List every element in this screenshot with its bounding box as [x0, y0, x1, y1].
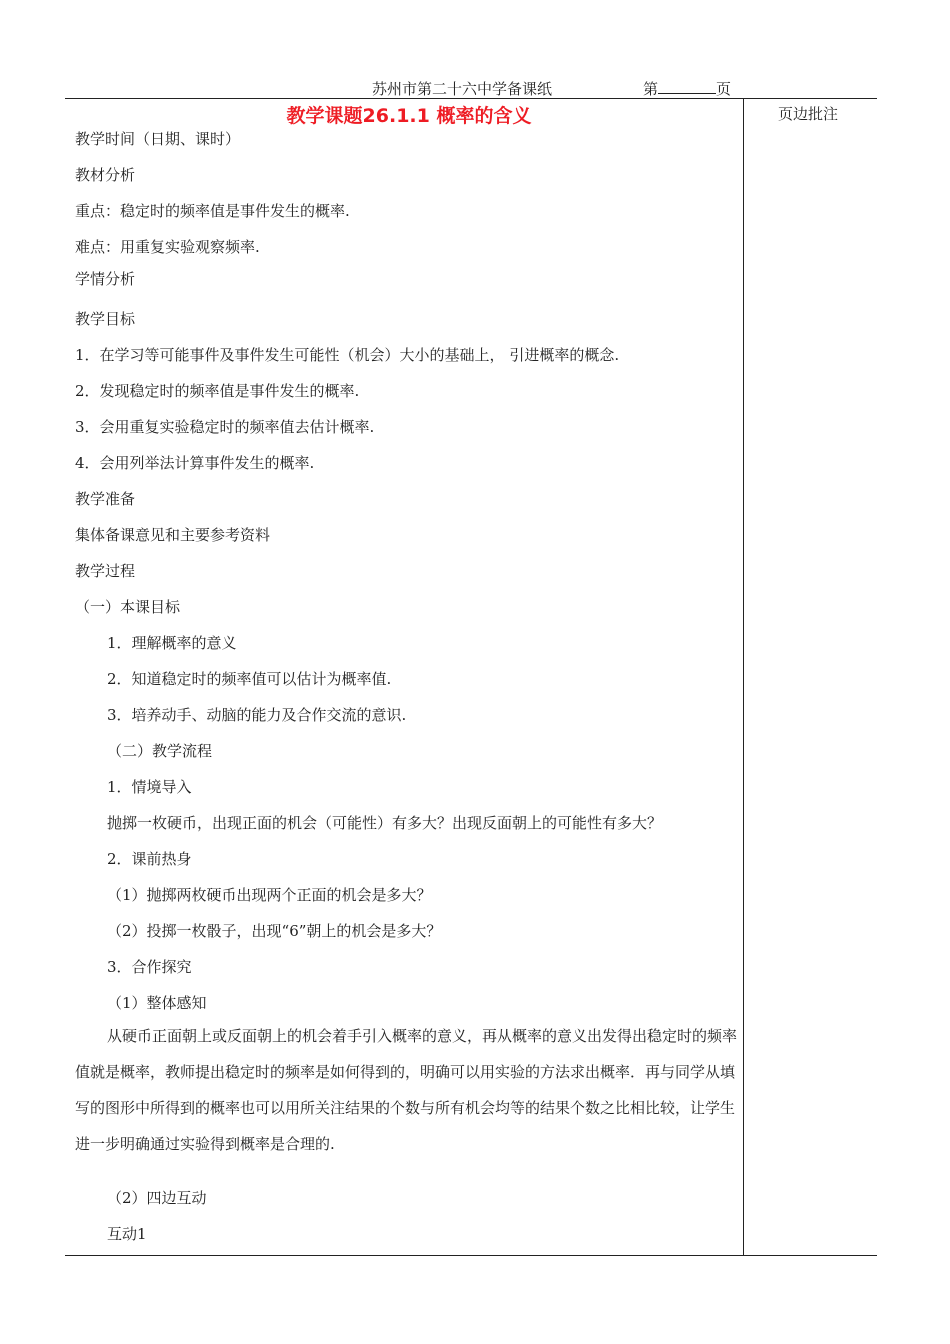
line-step-2: 2．课前热身	[107, 850, 192, 868]
line-overall-perception: （1）整体感知	[107, 994, 207, 1012]
frame-top-border	[65, 98, 877, 99]
line-teaching-goals: 教学目标	[75, 310, 136, 328]
margin-notes-title: 页边批注	[778, 105, 839, 123]
line-references: 集体备课意见和主要参考资料	[75, 526, 271, 544]
line-teaching-process: 教学过程	[75, 562, 136, 580]
line-section-1: （一）本课目标	[75, 598, 181, 616]
frame-bottom-border	[65, 1255, 877, 1256]
line-goal-2: 2．发现稳定时的频率值是事件发生的概率.	[75, 382, 360, 400]
line-objective-3: 3．培养动手、动脑的能力及合作交流的意识.	[107, 706, 407, 724]
lesson-title: 教学课题26.1.1 概率的含义	[286, 105, 532, 127]
line-coin-question: 抛掷一枚硬币，出现正面的机会（可能性）有多大？出现反面朝上的可能性有多大？	[107, 814, 663, 832]
line-teaching-time: 教学时间（日期、课时）	[75, 130, 241, 148]
line-teaching-prep: 教学准备	[75, 490, 136, 508]
page-suffix: 页	[716, 80, 732, 98]
page-number-blank	[658, 79, 716, 94]
line-difficulty: 难点：用重复实验观察频率.	[75, 238, 260, 256]
line-objective-2: 2．知道稳定时的频率值可以估计为概率值.	[107, 670, 392, 688]
page-number-label	[643, 78, 731, 99]
line-step-1: 1．情境导入	[107, 778, 192, 796]
line-objective-1: 1．理解概率的意义	[107, 634, 237, 652]
school-name: 苏州市第二十六中学备课纸	[372, 80, 553, 98]
line-section-2: （二）教学流程	[107, 742, 213, 760]
page-prefix: 第	[643, 80, 659, 98]
page-header	[372, 78, 732, 99]
margin-column-divider	[743, 98, 744, 1255]
line-four-way-interaction: （2）四边互动	[107, 1189, 207, 1207]
line-goal-4: 4．会用列举法计算事件发生的概率.	[75, 454, 315, 472]
line-goal-3: 3．会用重复实验稳定时的频率值去估计概率.	[75, 418, 375, 436]
line-material-analysis: 教材分析	[75, 166, 136, 184]
line-key-point: 重点：稳定时的频率值是事件发生的概率.	[75, 202, 350, 220]
paragraph-explanation: 从硬币正面朝上或反面朝上的机会着手引入概率的意义，再从概率的意义出发得出稳定时的频率值就是概率，教师提出稳定时的频率是如何得到的，明确可以用实验的方法求出概率．再与同学从填写的图形中所得到的概率也可以用所关注结果的个数与所有机会均等的结果个数之比相比较，让学生进一步明确通过实验得到概率是合理的.	[75, 1027, 738, 1153]
line-interaction-1: 互动1	[107, 1225, 147, 1243]
line-warmup-1: （1）抛掷两枚硬币出现两个正面的机会是多大？	[107, 886, 432, 904]
line-warmup-2: （2）投掷一枚骰子，出现“6”朝上的机会是多大？	[107, 922, 442, 940]
line-goal-1: 1．在学习等可能事件及事件发生可能性（机会）大小的基础上， 引进概率的概念.	[75, 346, 620, 364]
line-step-3: 3．合作探究	[107, 958, 192, 976]
line-student-analysis: 学情分析	[75, 270, 136, 288]
